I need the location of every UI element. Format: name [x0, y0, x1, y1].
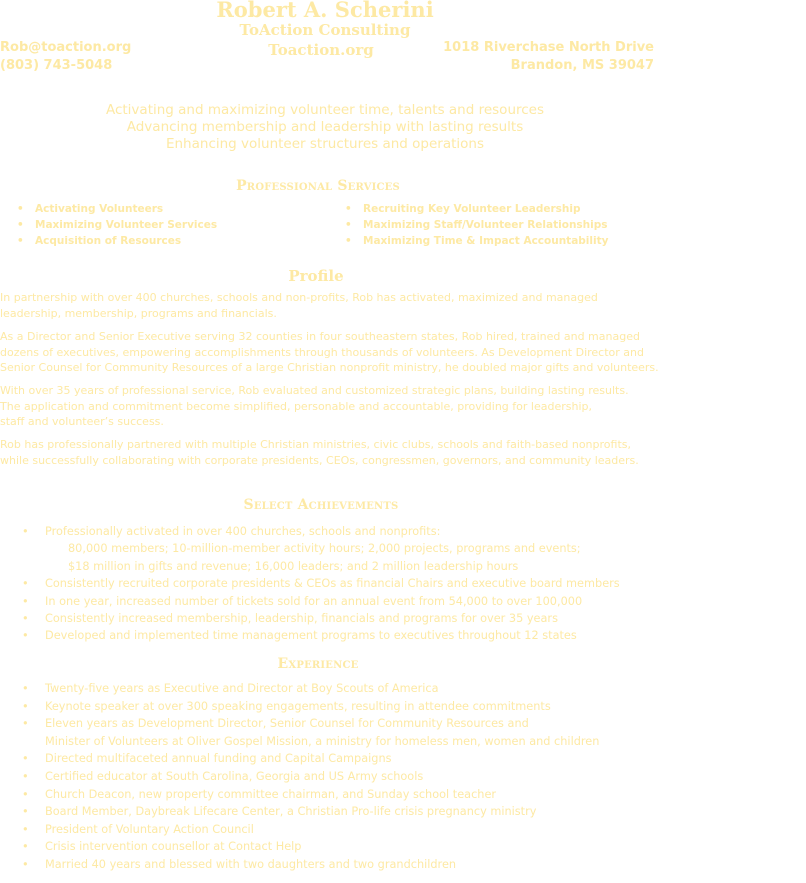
list-item: • Maximizing Time & Impact Accountability	[345, 233, 608, 249]
list-item: • Keynote speaker at over 300 speaking engagements, resulting in attendee commitments	[22, 698, 599, 716]
email-link[interactable]: Rob@toaction.org	[0, 40, 132, 55]
profile-heading: Profile	[288, 267, 344, 285]
resume-name: Robert A. Scherini	[216, 0, 434, 22]
list-item: • Twenty-five years as Executive and Director at Boy Scouts of America	[22, 680, 599, 698]
website-link[interactable]: Toaction.org	[268, 41, 374, 59]
services-left-list	[17, 201, 217, 249]
list-item: • Developed and implemented time management programs to executives throughout 12 states	[22, 627, 620, 644]
experience-heading: Experience	[277, 656, 359, 672]
achievements-list	[22, 523, 620, 645]
list-item: • Acquisition of Resources	[17, 233, 217, 249]
phone-number: (803) 743-5048	[0, 58, 113, 73]
list-item: • Church Deacon, new property committee chairman, and Sunday school teacher	[22, 786, 599, 804]
tagline: Advancing membership and leadership with lasting results	[126, 119, 524, 135]
achievements-heading: Select Achievements	[243, 497, 399, 513]
experience-list	[22, 680, 599, 874]
company-name: ToAction Consulting	[239, 21, 411, 39]
list-item: • Crisis intervention counsellor at Contact Help	[22, 838, 599, 856]
profile-paragraph: In partnership with over 400 churches, schools and non-profits, Rob has activated, maximized and managed leadership, membership, programs and financials.	[0, 291, 598, 320]
tagline: Enhancing volunteer structures and operations	[165, 136, 485, 152]
address-line-2: Brandon, MS 39047	[510, 58, 654, 73]
tagline: Activating and maximizing volunteer time, talents and resources	[105, 102, 545, 118]
list-item: • Activating Volunteers	[17, 201, 217, 217]
list-item: • Consistently increased membership, leadership, financials and programs for over 35 years	[22, 610, 620, 627]
profile-paragraph: As a Director and Senior Executive serving 32 counties in four southeastern states, Rob hired, trained and managed dozens of executives, empowering accomplishments through thousands of volunteers. As Development Director and Senior Counsel for Community Resources of a large Christian nonprofit ministry, he doubled major gifts and volunteers.	[0, 330, 659, 374]
services-right-list	[345, 201, 608, 249]
list-item: • Board Member, Daybreak Lifecare Center, a Christian Pro-life crisis pregnancy ministry	[22, 803, 599, 821]
list-item: • Certified educator at South Carolina, Georgia and US Army schools	[22, 768, 599, 786]
services-heading: Professional Services	[236, 178, 400, 194]
address-line-1: 1018 Riverchase North Drive	[443, 40, 654, 55]
list-item: • Married 40 years and blessed with two daughters and two grandchildren	[22, 856, 599, 874]
profile-paragraph: With over 35 years of professional service, Rob evaluated and customized strategic plans, building lasting results. The application and commitment become simplified, personable and accountable, providing for leadership, staff and volunteer’s success.	[0, 384, 629, 428]
list-item: • Directed multifaceted annual funding and Capital Campaigns	[22, 750, 599, 768]
list-item: • Recruiting Key Volunteer Leadership	[345, 201, 608, 217]
profile-paragraph: Rob has professionally partnered with multiple Christian ministries, civic clubs, schools and faith-based nonprofits, while successfully collaborating with corporate presidents, CEOs, congressmen, governors, and community leaders.	[0, 438, 639, 467]
list-item: • Consistently recruited corporate presidents & CEOs as financial Chairs and executive board members	[22, 575, 620, 592]
list-item: • President of Voluntary Action Council	[22, 821, 599, 839]
list-item: • In one year, increased number of tickets sold for an annual event from 54,000 to over 100,000	[22, 593, 620, 610]
list-item: • Professionally activated in over 400 churches, schools and nonprofits: 80,000 members; 10-million-member activity hours; 2,000 projects, programs and events; $18 million in gifts and revenue; 16,000 leaders; and 2 million leadership hours	[22, 523, 620, 575]
list-item: • Maximizing Volunteer Services	[17, 217, 217, 233]
list-item: • Eleven years as Development Director, Senior Counsel for Community Resources and Minister of Volunteers at Oliver Gospel Mission, a ministry for homeless men, women and children	[22, 715, 599, 750]
list-item: • Maximizing Staff/Volunteer Relationships	[345, 217, 608, 233]
